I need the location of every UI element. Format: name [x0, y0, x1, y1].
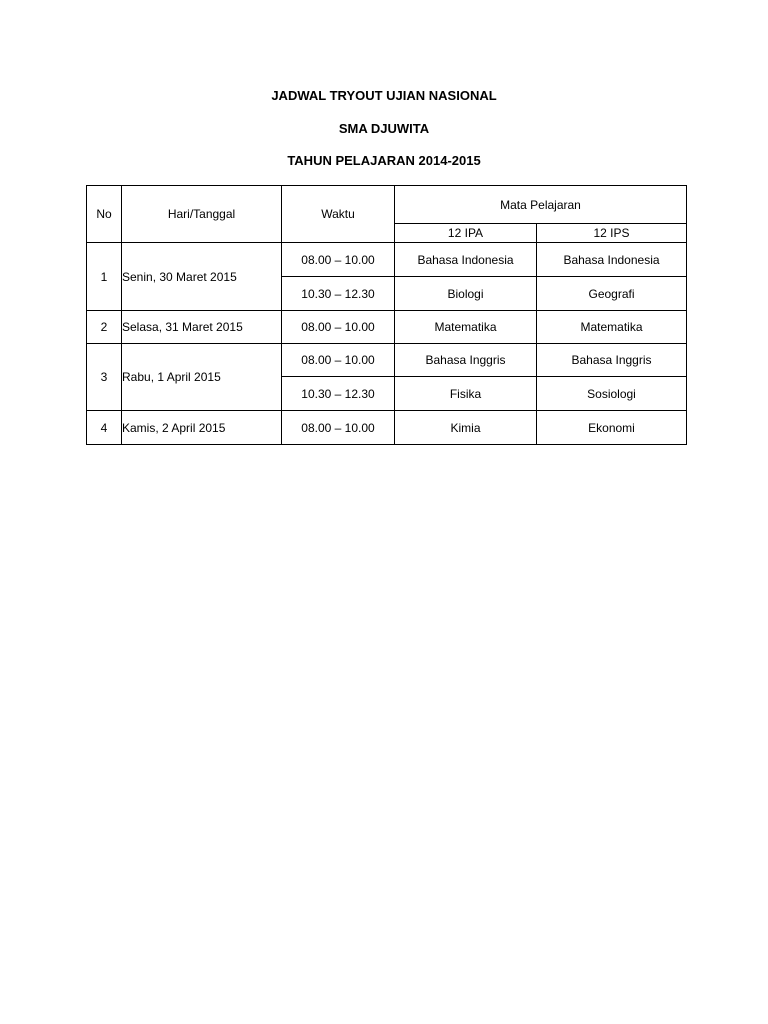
document-title: JADWAL TRYOUT UJIAN NASIONAL — [271, 88, 497, 103]
table-row — [87, 411, 687, 445]
header-mata-pelajaran: Mata Pelajaran — [395, 186, 687, 224]
row-date: Rabu, 1 April 2015 — [122, 344, 282, 411]
header-12-ipa: 12 IPA — [395, 224, 537, 243]
row-subject-ips: Sosiologi — [537, 377, 687, 411]
row-date: Selasa, 31 Maret 2015 — [122, 311, 282, 344]
row-subject-ipa: Fisika — [395, 377, 537, 411]
row-subject-ipa: Bahasa Indonesia — [395, 243, 537, 277]
row-date: Kamis, 2 April 2015 — [122, 411, 282, 445]
row-subject-ips: Ekonomi — [537, 411, 687, 445]
table-row — [87, 243, 687, 277]
header-waktu: Waktu — [282, 186, 395, 243]
row-no: 1 — [87, 243, 122, 311]
row-subject-ipa: Kimia — [395, 411, 537, 445]
header-no: No — [87, 186, 122, 243]
row-subject-ips: Bahasa Indonesia — [537, 243, 687, 277]
header-12-ips: 12 IPS — [537, 224, 687, 243]
academic-year: TAHUN PELAJARAN 2014-2015 — [287, 153, 481, 168]
row-subject-ipa: Biologi — [395, 277, 537, 311]
row-no: 4 — [87, 411, 122, 445]
row-subject-ips: Matematika — [537, 311, 687, 344]
row-subject-ips: Geografi — [537, 277, 687, 311]
table-row — [87, 311, 687, 344]
row-time: 08.00 – 10.00 — [282, 243, 395, 277]
school-name: SMA DJUWITA — [338, 121, 430, 136]
table-row — [87, 344, 687, 377]
schedule-table — [86, 185, 687, 445]
row-time: 08.00 – 10.00 — [282, 311, 395, 344]
header-hari-tanggal: Hari/Tanggal — [122, 186, 282, 243]
row-time: 10.30 – 12.30 — [282, 277, 395, 311]
row-subject-ipa: Bahasa Inggris — [395, 344, 537, 377]
row-subject-ips: Bahasa Inggris — [537, 344, 687, 377]
row-date: Senin, 30 Maret 2015 — [122, 243, 282, 311]
row-no: 3 — [87, 344, 122, 411]
row-time: 08.00 – 10.00 — [282, 411, 395, 445]
row-time: 10.30 – 12.30 — [282, 377, 395, 411]
row-subject-ipa: Matematika — [395, 311, 537, 344]
row-no: 2 — [87, 311, 122, 344]
row-time: 08.00 – 10.00 — [282, 344, 395, 377]
